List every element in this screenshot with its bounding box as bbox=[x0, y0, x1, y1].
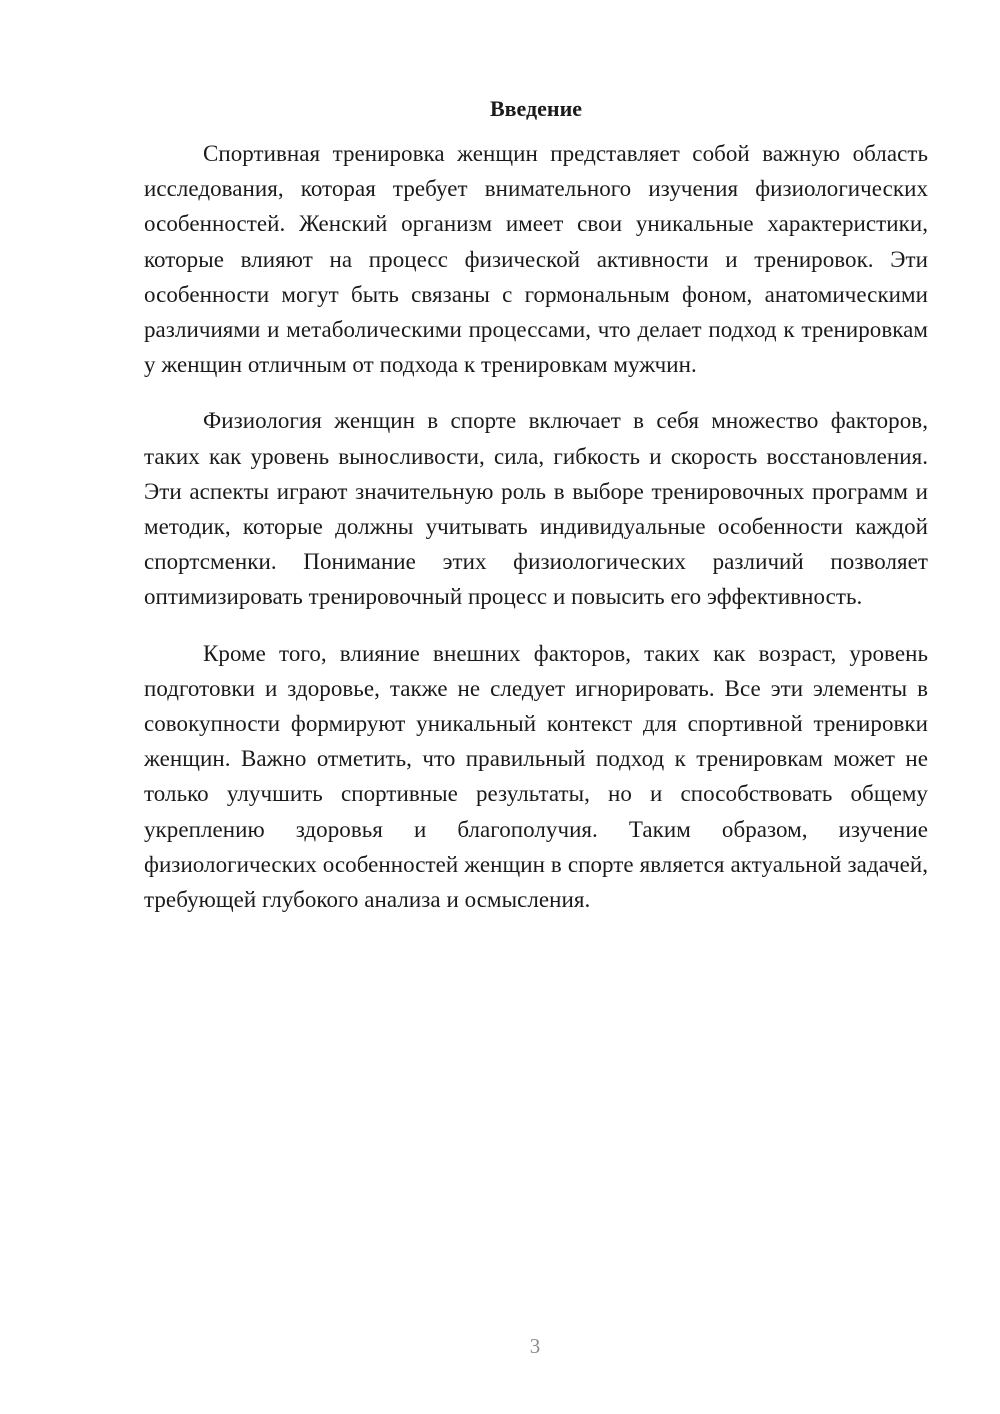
section-heading: Введение bbox=[489, 96, 583, 121]
paragraph-3: Кроме того, влияние внешних факторов, таких как возраст, уровень подготовки и здоровье, также не следует игнорировать. Все эти элементы в совокупности формируют уникальный контекст для спортивной тренировки женщин. Важно отметить, что правильный подход к тренировкам может не только улучшить спортивные результаты, но и способствовать общему укреплению здоровья и благополучия. Таким образом, изучение физиологических особенностей женщин в спорте является актуальной задачей, требующей глубокого анализа и осмысления. bbox=[144, 640, 928, 913]
page-content bbox=[144, 92, 928, 938]
paragraph-1: Спортивная тренировка женщин представляет собой важную область исследования, которая требует внимательного изучения физиологических особенностей. Женский организм имеет свои уникальные характеристики, которые влияют на процесс физической активности и тренировок. Эти особенности могут быть связаны с гормональным фоном, анатомическими различиями и метаболическими процессами, что делает подход к тренировкам у женщин отличным от подхода к тренировкам мужчин. bbox=[144, 141, 928, 378]
page-number: 3 bbox=[529, 1334, 541, 1358]
paragraph-2: Физиология женщин в спорте включает в себя множество факторов, таких как уровень выносливости, сила, гибкость и скорость восстановления. Эти аспекты играют значительную роль в выборе тренировочных программ и методик, которые должны учитывать индивидуальные особенности каждой спортсменки. Понимание этих физиологических различий позволяет оптимизировать тренировочный процесс и повысить его эффективность. bbox=[144, 408, 928, 610]
